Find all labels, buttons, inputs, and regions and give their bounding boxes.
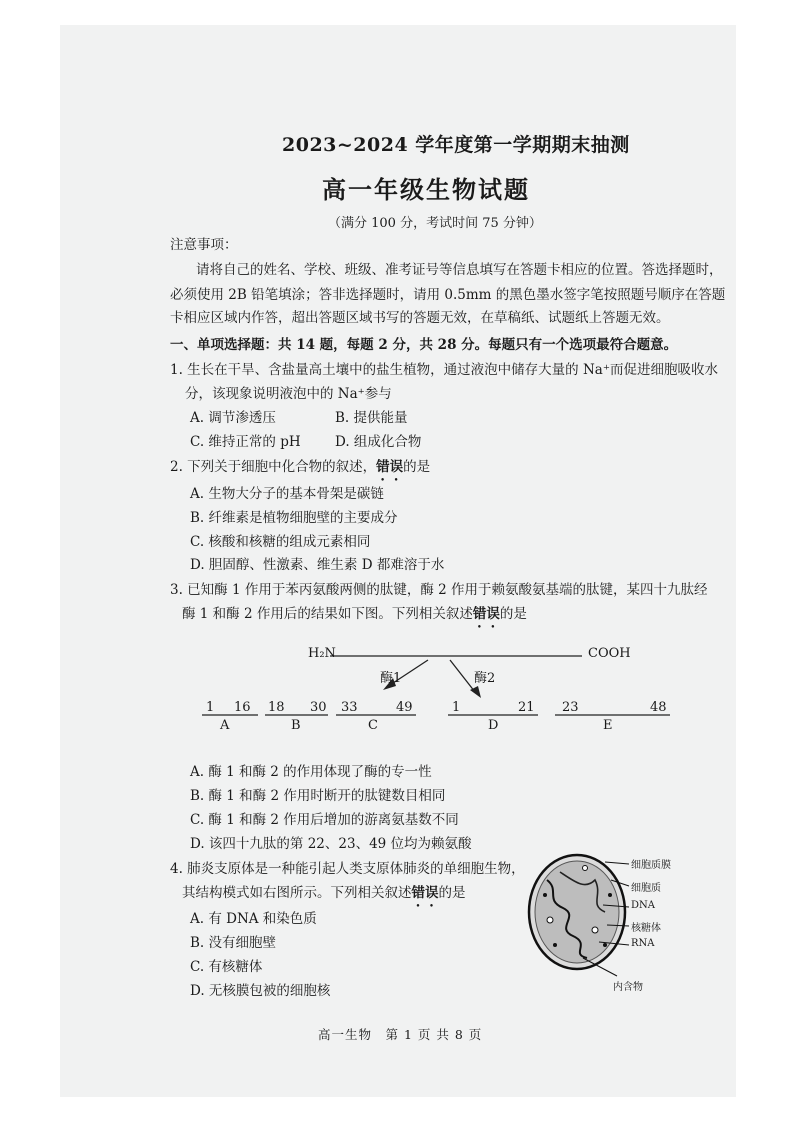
q4-option-d: D. 无核膜包被的细胞核 <box>190 983 331 999</box>
fragment-c-end: 49 <box>396 700 413 715</box>
fragment-b-name: B <box>291 718 301 733</box>
q3-option-d: D. 该四十九肽的第 22、23、49 位均为赖氨酸 <box>190 836 472 852</box>
fragment-a-start: 1 <box>206 700 215 715</box>
q2-option-c: C. 核酸和核糖的组成元素相同 <box>190 534 371 550</box>
q3-stem-b: 的是 <box>499 606 527 622</box>
enzyme2-label: 酶2 <box>474 671 496 686</box>
q1-stem-line-2: 分，该现象说明液泡中的 Na⁺参与 <box>185 386 392 402</box>
q4-stem-wrong: 错误 <box>411 885 439 901</box>
fragment-d-name: D <box>488 718 499 733</box>
ribosome-dot-4 <box>543 893 547 897</box>
mycoplasma-cell-drawing <box>525 850 690 995</box>
q2-stem-a: 2. 下列关于细胞中化合物的叙述， <box>170 459 377 475</box>
cytoplasm <box>535 861 619 963</box>
fragment-b-start: 18 <box>268 700 285 715</box>
q1-option-c: C. 维持正常的 pH <box>190 434 301 450</box>
label-inclusion: 内含物 <box>613 982 643 993</box>
ribosome-dot-3 <box>608 893 612 897</box>
q1-stem-line-1: 1. 生长在干旱、含盐量高土壤中的盐生植物，通过液泡中储存大量的 Na⁺而促进细胞吸收水 <box>170 362 718 378</box>
exam-subtitle: 高一年级生物试题 <box>322 175 530 204</box>
label-dna: DNA <box>631 900 655 911</box>
enzyme2-arrow-shaft <box>450 660 475 692</box>
exam-title: 2023~2024 学年度第一学期期末抽测 <box>282 134 630 156</box>
section-heading: 一、单项选择题：共 14 题，每题 2 分，共 28 分。每题只有一个选项最符合题意。 <box>170 337 678 353</box>
label-cytoplasm: 细胞质 <box>631 883 661 894</box>
q2-option-d: D. 胆固醇、性激素、维生素 D 都难溶于水 <box>190 557 445 573</box>
q4-option-c: C. 有核糖体 <box>190 959 263 975</box>
ribosome-dot-1 <box>603 943 607 947</box>
notice-line-2: 必须使用 2B 铅笔填涂；答非选择题时，请用 0.5mm 的黑色墨水签字笔按照题号顺序在答题 <box>170 287 726 303</box>
q2-stem <box>170 455 430 484</box>
fragment-d-end: 21 <box>518 700 535 715</box>
fragment-e-end: 48 <box>650 700 667 715</box>
q2-option-b: B. 纤维素是植物细胞壁的主要成分 <box>190 510 398 526</box>
q2-stem-b: 的是 <box>403 459 431 475</box>
notice-label: 注意事项： <box>170 237 238 253</box>
fragment-a-end: 16 <box>234 700 251 715</box>
pointer-membrane <box>605 862 629 864</box>
q2-stem-wrong: 错误 <box>376 459 404 475</box>
q1-option-a: A. 调节渗透压 <box>190 410 276 426</box>
q3-option-a: A. 酶 1 和酶 2 的作用体现了酶的专一性 <box>190 764 432 780</box>
q2-option-a: A. 生物大分子的基本骨架是碳链 <box>190 486 384 502</box>
fragment-a-name: A <box>220 718 230 733</box>
fragment-e-start: 23 <box>562 700 579 715</box>
q3-stem-a: 酶 1 和酶 2 作用后的结果如下图。下列相关叙述 <box>182 606 473 622</box>
label-ribosome: 核糖体 <box>631 923 661 934</box>
inclusion-3 <box>583 866 588 871</box>
exam-note: （满分 100 分，考试时间 75 分钟） <box>328 216 542 231</box>
page-footer: 高一生物 第 1 页 共 8 页 <box>318 1027 483 1042</box>
mycoplasma-figure <box>525 850 690 995</box>
peptide-diagram <box>200 640 680 740</box>
q4-option-a: A. 有 DNA 和染色质 <box>190 911 317 927</box>
notice-line-3: 卡相应区域内作答，超出答题区域书写的答题无效，在草稿纸、试题纸上答题无效。 <box>170 310 670 326</box>
q4-option-b: B. 没有细胞壁 <box>190 935 277 951</box>
q4-stem-b: 的是 <box>438 885 466 901</box>
enzyme1-label: 酶1 <box>380 671 402 686</box>
fragment-e-name: E <box>603 718 613 733</box>
fragment-d-start: 1 <box>452 700 461 715</box>
ribosome-dot-2 <box>553 943 557 947</box>
q3-option-b: B. 酶 1 和酶 2 作用时断开的肽键数目相同 <box>190 788 446 804</box>
q1-option-b: B. 提供能量 <box>335 410 408 426</box>
q3-stem-wrong: 错误 <box>472 606 500 622</box>
q3-stem-line-2 <box>182 602 527 631</box>
label-cell-membrane: 细胞质膜 <box>631 860 671 871</box>
fragment-b-end: 30 <box>310 700 327 715</box>
q4-stem-a: 其结构模式如右图所示。下列相关叙述 <box>182 885 412 901</box>
q3-stem-line-1: 3. 已知酶 1 作用于苯丙氨酸两侧的肽键，酶 2 作用于赖氨酸氨基端的肽键，某四十九肽经 <box>170 582 708 598</box>
q4-stem-line-1: 4. 肺炎支原体是一种能引起人类支原体肺炎的单细胞生物， <box>170 861 525 877</box>
label-rna: RNA <box>631 938 655 949</box>
fragment-c-name: C <box>368 718 378 733</box>
inclusion-2 <box>592 927 598 933</box>
q3-option-c: C. 酶 1 和酶 2 作用后增加的游离氨基数不同 <box>190 812 459 828</box>
inclusion-1 <box>547 917 553 923</box>
q1-option-d: D. 组成化合物 <box>335 434 422 450</box>
amino-terminus-label: H₂N <box>308 646 336 661</box>
fragment-c-start: 33 <box>341 700 358 715</box>
carboxyl-terminus-label: COOH <box>588 646 631 661</box>
q4-stem-line-2 <box>182 881 466 910</box>
notice-line-1: 请将自己的姓名、学校、班级、准考证号等信息填写在答题卡相应的位置。答选择题时， <box>196 262 723 278</box>
